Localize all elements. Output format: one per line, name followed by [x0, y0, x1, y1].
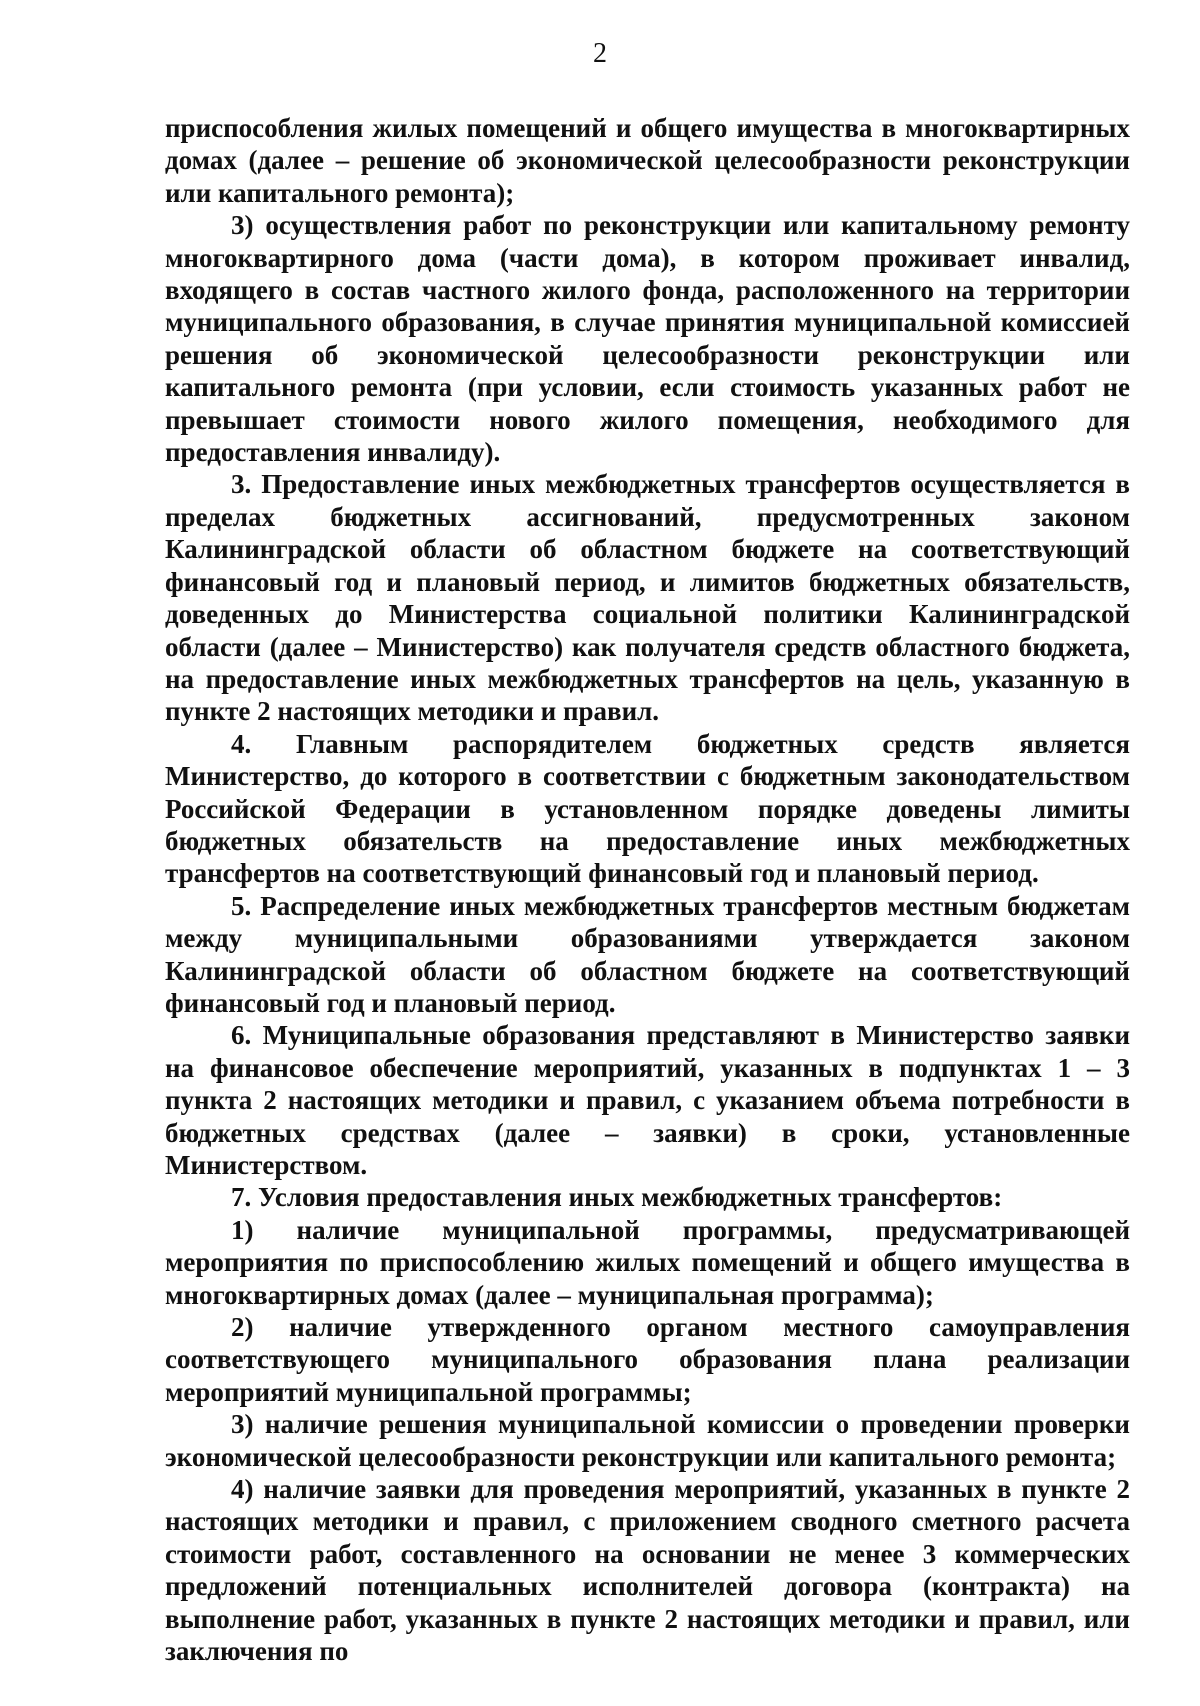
paragraph-item-5: 5. Распределение иных межбюджетных трансфертов местным бюджетам между муниципальными образованиями утверждается законом Калининградской области об областном бюджете на соответствующий финансовый год и плановый период.: [165, 890, 1130, 1018]
paragraph-item-7: 7. Условия предоставления иных межбюджетных трансфертов:: [231, 1182, 1003, 1213]
document-body: [165, 112, 1130, 1668]
paragraph-condition-4: 4) наличие заявки для проведения мероприятий, указанных в пункте 2 настоящих методики и правил, с приложением сводного сметного расчета стоимости работ, составленного на основании не менее 3 коммерческих предложений потенциальных исполнителей договора (контракта) на выполнение работ, указанных в пункте 2 настоящих методики и правил, или заключения по: [165, 1474, 1130, 1667]
paragraph-condition-3: 3) наличие решения муниципальной комиссии о проведении проверки экономической целесообразности реконструкции или капитального ремонта;: [165, 1409, 1130, 1472]
paragraph-item-4: 4. Главным распорядителем бюджетных средств является Министерство, до которого в соответствии с бюджетным законодательством Российской Федерации в установленном порядке доведены лимиты бюджетных обязательств на предоставление иных межбюджетных трансфертов на соответствующий финансовый год и плановый период.: [165, 728, 1130, 889]
paragraph-item-6: 6. Муниципальные образования представляют в Министерство заявки на финансовое обеспечение мероприятий, указанных в подпунктах 1 – 3 пункта 2 настоящих методики и правил, с указанием объема потребности в бюджетных средствах (далее – заявки) в сроки, установленные Министерством.: [165, 1020, 1130, 1180]
paragraph-condition-1: 1) наличие муниципальной программы, предусматривающей мероприятия по приспособлению жилых помещений и общего имущества в многоквартирных домах (далее – муниципальная программа);: [165, 1214, 1130, 1310]
paragraph-continuation: приспособления жилых помещений и общего имущества в многоквартирных домах (далее – решение об экономической целесообразности реконструкции или капитального ремонта);: [165, 113, 1130, 208]
page-number: 2: [593, 38, 607, 69]
paragraph-condition-2: 2) наличие утвержденного органом местного самоуправления соответствующего муниципального образования плана реализации мероприятий муниципальной программы;: [165, 1312, 1130, 1407]
paragraph-subitem-3: 3) осуществления работ по реконструкции или капитальному ремонту многоквартирного дома (части дома), в котором проживает инвалид, входящего в состав частного жилого фонда, расположенного на территории муниципального образования, в случае принятия муниципальной комиссией решения об экономической целесообразности реконструкции или капитального ремонта (при условии, если стоимость указанных работ не превышает стоимости нового жилого помещения, необходимого для предоставления инвалиду).: [165, 210, 1130, 468]
paragraph-item-3: 3. Предоставление иных межбюджетных трансфертов осуществляется в пределах бюджетных ассигнований, предусмотренных законом Калининградской области об областном бюджете на соответствующий финансовый год и плановый период, и лимитов бюджетных обязательств, доведенных до Министерства социальной политики Калининградской области (далее – Министерство) как получателя средств областного бюджета, на предоставление иных межбюджетных трансфертов на цель, указанную в пункте 2 настоящих методики и правил.: [165, 469, 1130, 727]
